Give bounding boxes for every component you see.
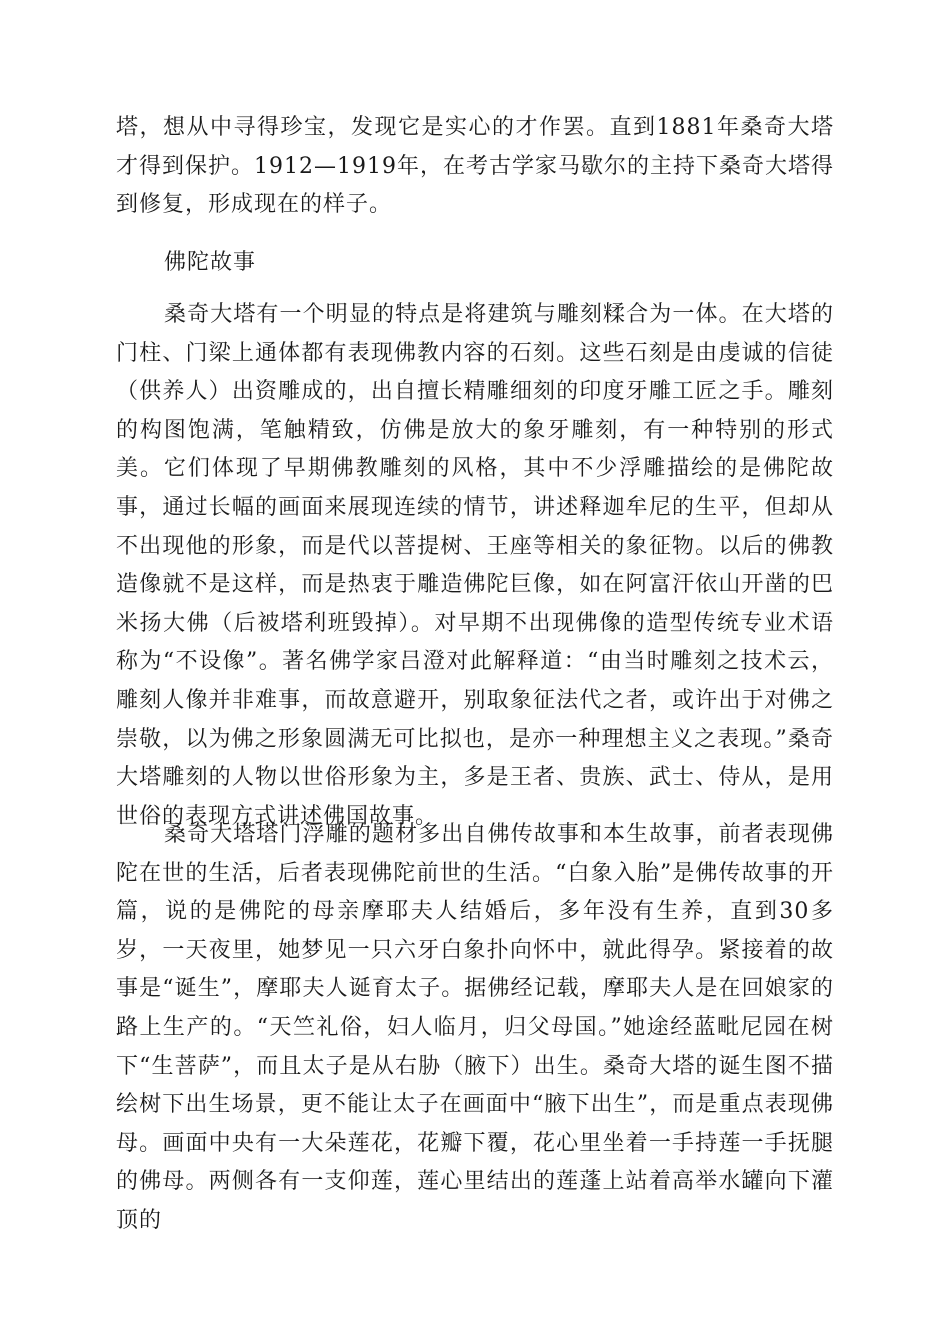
- paragraph-buddha-stories: 桑奇大塔有一个明显的特点是将建筑与雕刻糅合为一体。在大塔的门柱、门梁上通体都有表现佛教内容的石刻。这些石刻是由虔诚的信徒（供养人）出资雕成的，出自擅长精雕细刻的印度牙雕工匠之手。雕刻的构图饱满，笔触精致，仿佛是放大的象牙雕刻，有一种特别的形式美。它们体现了早期佛教雕刻的风格，其中不少浮雕描绘的是佛陀故事，通过长幅的画面来展现连续的情节，讲述释迦牟尼的生平，但却从不出现他的形象，而是代以菩提树、王座等相关的象征物。以后的佛教造像就不是这样，而是热衷于雕造佛陀巨像，如在阿富汗依山开凿的巴米扬大佛（后被塔利班毁掉）。对早期不出现佛像的造型传统专业术语称为“不设像”。著名佛学家吕澄对此解释道：“由当时雕刻之技术云，雕刻人像并非难事，而故意避开，别取象征法代之者，或许出于对佛之崇敬，以为佛之形象圆满无可比拟也，是亦一种理想主义之表现。”桑奇大塔雕刻的人物以世俗形象为主，多是王者、贵族、武士、侍从，是用世俗的表现方式讲述佛国故事。: [116, 302, 834, 829]
- paragraph-gate-reliefs: 桑奇大塔塔门浮雕的题材多出自佛传故事和本生故事，前者表现佛陀在世的生活，后者表现佛陀前世的生活。“白象入胎”是佛传故事的开篇，说的是佛陀的母亲摩耶夫人结婚后，多年没有生养，直到30多岁，一天夜里，她梦见一只六牙白象扑向怀中，就此得孕。紧接着的故事是“诞生”，摩耶夫人诞育太子。据佛经记载，摩耶夫人是在回娘家的路上生产的。“天竺礼俗，妇人临月，归父母国。”她途经蓝毗尼园在树下“生菩萨”，而且太子是从右胁（腋下）出生。桑奇大塔的诞生图不描绘树下出生场景，更不能让太子在画面中“腋下出生”，而是重点表现佛母。画面中央有一大朵莲花，花瓣下覆，花心里坐着一手持莲一手抚腿的佛母。两侧各有一支仰莲，莲心里结出的莲蓬上站着高举水罐向下灌顶的: [116, 822, 834, 1233]
- section-heading: 佛陀故事: [164, 250, 257, 275]
- paragraph-continued: 塔，想从中寻得珍宝，发现它是实心的才作罢。直到1881年桑奇大塔才得到保护。1912—1919年，在考古学家马歇尔的主持下桑奇大塔得到修复，形成现在的样子。: [116, 115, 834, 218]
